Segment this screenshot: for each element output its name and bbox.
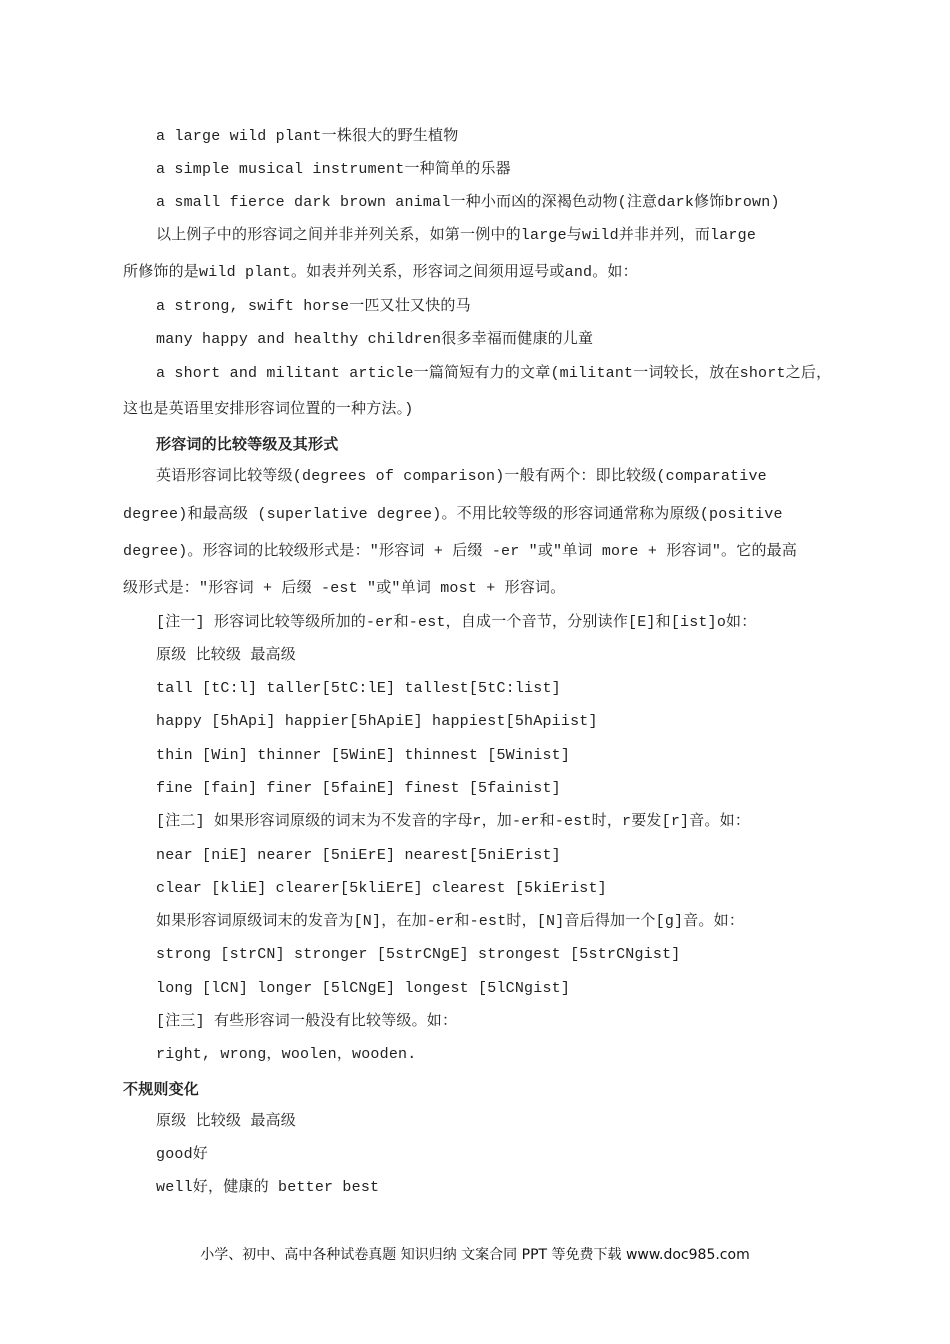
paragraph-line: 所修饰的是wild plant。如表并列关系，形容词之间须用逗号或and。如： bbox=[123, 264, 638, 281]
example-line: right, wrong，woolen，wooden. bbox=[156, 1046, 417, 1063]
example-line: happy [5hApi] happier[5hApiE] happiest[5hApiist] bbox=[156, 713, 598, 730]
example-line: a short and militant article一篇简短有力的文章(militant一词较长，放在short之后， bbox=[156, 365, 832, 382]
example-line: a strong, swift horse一匹又壮又快的马 bbox=[156, 298, 471, 315]
paragraph-line: 英语形容词比较等级(degrees of comparison)一般有两个：即比较级(comparative bbox=[156, 468, 767, 485]
note-line: [注二] 如果形容词原级的词末为不发音的字母r，加-er和-est时，r要发[r]音。如： bbox=[156, 813, 751, 830]
page-footer: 小学、初中、高中各种试卷真题 知识归纳 文案合同 PPT 等免费下载 www.doc985.com bbox=[200, 1247, 750, 1263]
example-line: a small fierce dark brown animal一种小而凶的深褐色动物(注意dark修饰brown) bbox=[156, 194, 780, 211]
section-heading: 不规则变化 bbox=[123, 1080, 200, 1098]
example-line: tall [tC:l] taller[5tC:lE] tallest[5tC:list] bbox=[156, 680, 561, 697]
example-line: a simple musical instrument一种简单的乐器 bbox=[156, 161, 511, 178]
example-line: good好 bbox=[156, 1146, 209, 1163]
example-line: fine [fain] finer [5fainE] finest [5fainist] bbox=[156, 780, 561, 797]
section-heading: 形容词的比较等级及其形式 bbox=[156, 435, 339, 453]
example-line: many happy and healthy children很多幸福而健康的儿童 bbox=[156, 331, 594, 348]
paragraph-line: 以上例子中的形容词之间并非并列关系，如第一例中的large与wild并非并列，而large bbox=[156, 227, 757, 244]
table-header-line: 原级 比较级 最高级 bbox=[156, 647, 297, 664]
example-line: a large wild plant一株很大的野生植物 bbox=[156, 128, 459, 145]
example-line: thin [Win] thinner [5WinE] thinnest [5Winist] bbox=[156, 747, 571, 764]
note-line: 如果形容词原级词末的发音为[N]，在加-er和-est时，[N]音后得加一个[g]音。如： bbox=[156, 913, 745, 930]
example-line: well好，健康的 better best bbox=[156, 1179, 380, 1196]
example-line: clear [kliE] clearer[5kliErE] clearest [5kiErist] bbox=[156, 880, 607, 897]
example-line: long [lCN] longer [5lCNgE] longest [5lCNgist] bbox=[156, 980, 571, 997]
example-line: near [niE] nearer [5niErE] nearest[5niErist] bbox=[156, 847, 561, 864]
note-line: [注一] 形容词比较等级所加的-er和-est，自成一个音节，分别读作[E]和[ist]o如： bbox=[156, 614, 757, 631]
table-header-line: 原级 比较级 最高级 bbox=[156, 1113, 297, 1130]
paragraph-line: 级形式是："形容词 + 后缀 -est "或"单词 most + 形容词。 bbox=[123, 580, 566, 597]
example-line: strong [strCN] stronger [5strCNgE] strongest [5strCNgist] bbox=[156, 946, 681, 963]
paragraph-line: degree)和最高级 (superlative degree)。不用比较等级的形容词通常称为原级(positive bbox=[123, 506, 783, 523]
paragraph-line: 这也是英语里安排形容词位置的一种方法。) bbox=[123, 401, 414, 418]
paragraph-line: degree)。形容词的比较级形式是："形容词 + 后缀 -er "或"单词 more + 形容词"。它的最高 bbox=[123, 543, 798, 560]
note-line: [注三] 有些形容词一般没有比较等级。如： bbox=[156, 1013, 458, 1030]
